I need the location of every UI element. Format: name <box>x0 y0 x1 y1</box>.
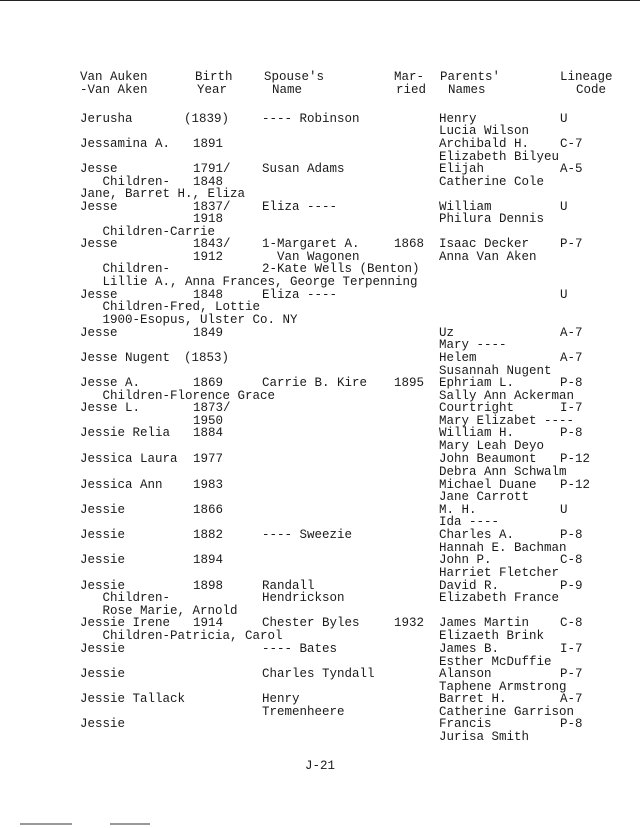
cell-birth: 1882 <box>193 528 224 542</box>
header-names: Names <box>448 83 486 97</box>
cell-birth: 1983 <box>193 478 224 492</box>
header-lineage: Lineage <box>560 70 613 84</box>
cell-parents: Helem <box>439 351 477 365</box>
cell-parents: Mary Elizabet ---- <box>439 414 575 428</box>
cell-code: I-7 <box>560 642 583 656</box>
header-ried: ried <box>396 83 427 97</box>
cell-parents: Philura Dennis <box>439 212 545 226</box>
cell-birth: 1849 <box>193 326 224 340</box>
cell-code: P-8 <box>560 717 583 731</box>
cell-parents: Sally Ann Ackerman <box>439 389 575 403</box>
cell-spouse: ---- Bates <box>262 642 338 656</box>
cell-code: U <box>560 200 568 214</box>
page-number: J-21 <box>304 759 335 773</box>
cell-name: Rose Marie, Arnold <box>80 604 238 618</box>
cell-name: Jessie <box>80 528 126 542</box>
cell-parents: Ida ---- <box>439 515 500 529</box>
cell-parents: Isaac Decker <box>439 237 530 251</box>
cell-name: Children- <box>80 175 171 189</box>
cell-parents: M. H. <box>439 503 477 517</box>
cell-code: P-12 <box>560 478 591 492</box>
cell-parents: William H. <box>439 426 515 440</box>
scan-edge-mark <box>20 823 72 825</box>
cell-name: Jessie Relia <box>80 426 171 440</box>
header-name: Name <box>272 83 303 97</box>
cell-birth: 1912 <box>193 250 224 264</box>
cell-code: C-8 <box>560 616 583 630</box>
cell-spouse: Eliza ---- <box>262 200 338 214</box>
cell-birth: 1848 <box>193 175 224 189</box>
cell-parents: Mary ---- <box>439 338 507 352</box>
cell-parents: Esther McDuffie <box>439 655 552 669</box>
cell-name: Jesse <box>80 326 118 340</box>
cell-name: Jane, Barret H., Eliza <box>80 187 246 201</box>
cell-birth: 1869 <box>193 376 224 390</box>
cell-name: Jessie <box>80 717 126 731</box>
cell-parents: Francis <box>439 717 492 731</box>
header-van-auken: Van Auken <box>80 70 148 84</box>
cell-spouse: Van Wagonen <box>262 250 360 264</box>
header-mar: Mar- <box>394 70 425 84</box>
cell-name: Jesse A. <box>80 376 141 390</box>
cell-spouse: 1-Margaret A. <box>262 237 360 251</box>
cell-name: Lillie A., Anna Frances, George Terpenning <box>80 275 418 289</box>
cell-birth: 1918 <box>193 212 224 226</box>
cell-parents: William <box>439 200 492 214</box>
cell-birth: 1950 <box>193 414 224 428</box>
cell-parents: Catherine Cole <box>439 175 545 189</box>
cell-spouse: Chester Byles <box>262 616 360 630</box>
cell-spouse: 2-Kate Wells (Benton) <box>262 262 420 276</box>
cell-code: A-7 <box>560 326 583 340</box>
cell-spouse: Eliza ---- <box>262 288 338 302</box>
cell-spouse: Hendrickson <box>262 591 345 605</box>
cell-married: 1895 <box>394 376 425 390</box>
cell-code: C-8 <box>560 553 583 567</box>
cell-spouse: Carrie B. Kire <box>262 376 368 390</box>
cell-name: 1900-Esopus, Ulster Co. NY <box>80 313 298 327</box>
header-parents: Parents' <box>440 70 501 84</box>
cell-spouse: Susan Adams <box>262 162 345 176</box>
cell-code: P-7 <box>560 667 583 681</box>
cell-name: Children-Patricia, Carol <box>80 629 283 643</box>
cell-birth: 1848 <box>193 288 224 302</box>
cell-name: Children-Fred, Lottie <box>80 300 261 314</box>
header-spouses: Spouse's <box>264 70 325 84</box>
cell-birth: (1839) <box>184 112 230 126</box>
cell-parents: Alanson <box>439 667 492 681</box>
cell-name: Jesse <box>80 288 118 302</box>
cell-birth: (1853) <box>184 351 230 365</box>
cell-parents: Harriet Fletcher <box>439 566 560 580</box>
cell-parents: James Martin <box>439 616 530 630</box>
cell-parents: James B. <box>439 642 500 656</box>
cell-parents: John P. <box>439 553 492 567</box>
cell-name: Jessie Tallack <box>80 692 186 706</box>
cell-birth: 1791/ <box>193 162 231 176</box>
top-rule <box>0 0 640 1</box>
cell-spouse: ---- Sweezie <box>262 528 353 542</box>
cell-parents: David R. <box>439 579 500 593</box>
cell-spouse: ---- Robinson <box>262 112 360 126</box>
cell-parents: Charles A. <box>439 528 515 542</box>
cell-code: P-9 <box>560 579 583 593</box>
cell-name: Jesse L. <box>80 401 141 415</box>
header-van-aken: -Van Aken <box>80 83 148 97</box>
cell-code: P-8 <box>560 426 583 440</box>
cell-code: A-5 <box>560 162 583 176</box>
cell-name: Jesse <box>80 200 118 214</box>
cell-parents: Susannah Nugent <box>439 364 552 378</box>
cell-birth: 1894 <box>193 553 224 567</box>
cell-birth: 1914 <box>193 616 224 630</box>
cell-parents: Debra Ann Schwalm <box>439 465 567 479</box>
cell-code: C-7 <box>560 137 583 151</box>
cell-birth: 1884 <box>193 426 224 440</box>
cell-name: Jessie <box>80 642 126 656</box>
cell-birth: 1898 <box>193 579 224 593</box>
cell-parents: Elizabeth France <box>439 591 560 605</box>
cell-name: Jessica Ann <box>80 478 163 492</box>
cell-spouse: Henry <box>262 692 300 706</box>
cell-code: P-8 <box>560 528 583 542</box>
cell-code: P-12 <box>560 452 591 466</box>
cell-spouse: Tremenheere <box>262 705 345 719</box>
cell-birth: 1891 <box>193 137 224 151</box>
cell-name: Jesse <box>80 237 118 251</box>
cell-name: Jesse Nugent <box>80 351 171 365</box>
cell-parents: Jane Carrott <box>439 490 530 504</box>
cell-parents: Mary Leah Deyo <box>439 439 545 453</box>
cell-spouse: Randall <box>262 579 315 593</box>
cell-name: Jessie Irene <box>80 616 171 630</box>
cell-code: A-7 <box>560 692 583 706</box>
cell-birth: 1866 <box>193 503 224 517</box>
cell-parents: Elizabeth Bilyeu <box>439 150 560 164</box>
header-birth: Birth <box>195 70 233 84</box>
cell-name: Jessamina A. <box>80 137 171 151</box>
cell-name: Jessie <box>80 553 126 567</box>
cell-code: I-7 <box>560 401 583 415</box>
cell-name: Jessie <box>80 667 126 681</box>
cell-spouse: Charles Tyndall <box>262 667 375 681</box>
cell-parents: Archibald H. <box>439 137 530 151</box>
cell-married: 1868 <box>394 237 425 251</box>
cell-name: Jerusha <box>80 112 133 126</box>
cell-code: P-7 <box>560 237 583 251</box>
cell-parents: Henry <box>439 112 477 126</box>
cell-code: P-8 <box>560 376 583 390</box>
cell-name: Jessie <box>80 579 126 593</box>
cell-birth: 1977 <box>193 452 224 466</box>
cell-code: A-7 <box>560 351 583 365</box>
cell-parents: Catherine Garrison <box>439 705 575 719</box>
cell-name: Children-Carrie <box>80 225 216 239</box>
cell-parents: Hannah E. Bachman <box>439 541 567 555</box>
cell-birth: 1873/ <box>193 401 231 415</box>
cell-name: Jessica Laura <box>80 452 178 466</box>
cell-parents: Lucia Wilson <box>439 124 530 138</box>
cell-name: Jessie <box>80 503 126 517</box>
cell-name: Children-Florence Grace <box>80 389 276 403</box>
cell-married: 1932 <box>394 616 425 630</box>
cell-code: U <box>560 112 568 126</box>
cell-code: U <box>560 503 568 517</box>
cell-name: Jesse <box>80 162 118 176</box>
cell-parents: Uz <box>439 326 455 340</box>
scan-edge-mark <box>110 823 150 825</box>
cell-parents: Elizaeth Brink <box>439 629 545 643</box>
cell-name: Children- <box>80 262 171 276</box>
header-year: Year <box>197 83 228 97</box>
header-code: Code <box>576 83 607 97</box>
cell-parents: Ephriam L. <box>439 376 515 390</box>
cell-parents: Elijah <box>439 162 485 176</box>
cell-parents: John Beaumont <box>439 452 537 466</box>
cell-code: U <box>560 288 568 302</box>
cell-parents: Taphene Armstrong <box>439 680 567 694</box>
cell-parents: Michael Duane <box>439 478 537 492</box>
cell-parents: Courtright <box>439 401 515 415</box>
cell-name: Children- <box>80 591 171 605</box>
cell-parents: Anna Van Aken <box>439 250 537 264</box>
cell-birth: 1843/ <box>193 237 231 251</box>
cell-birth: 1837/ <box>193 200 231 214</box>
cell-parents: Barret H. <box>439 692 507 706</box>
cell-parents: Jurisa Smith <box>439 730 530 744</box>
